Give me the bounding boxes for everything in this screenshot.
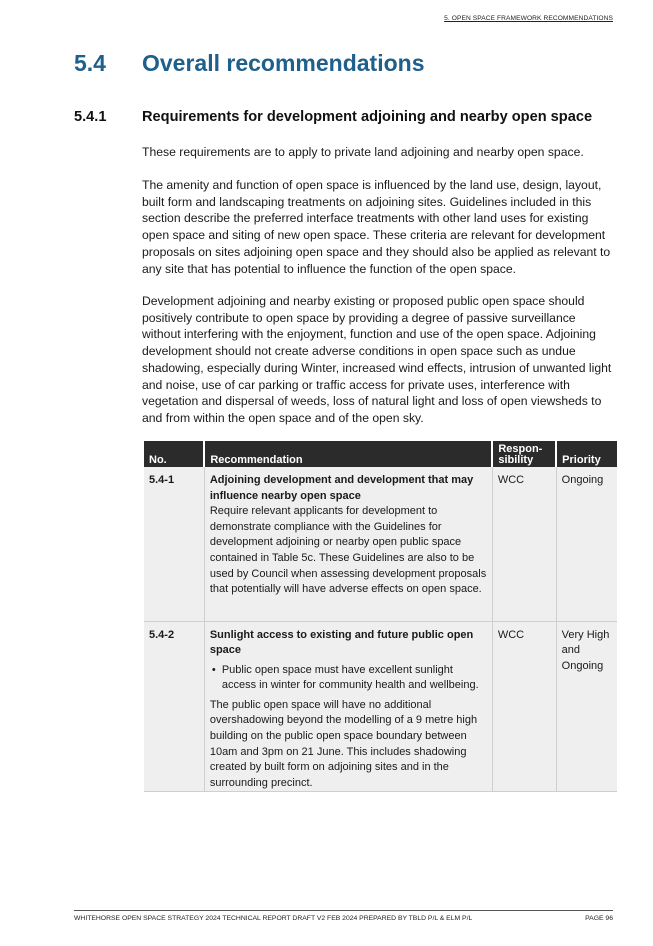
bullet-item: [210, 663, 487, 694]
paragraph: Development adjoining and nearby existing or proposed public open space should positively contribute to open space by providing a degree of passive surveillance without interfering with the enjoyment, function and use of the open space. Adjoining development should not create adverse conditions in open space such as undue shadowing, especially during Winter, increased wind effects, intrusion of unwanted light and noise, use of car parking or traffic access for private uses, interference with vegetation and dispersal of weeds, loss of natural light and loss of open viewsheds to and from within the open space and of the open sky.: [142, 294, 612, 425]
row-responsibility: WCC: [492, 621, 556, 792]
paragraph: These requirements are to apply to private land adjoining and nearby open space.: [142, 145, 584, 159]
header-responsibility-line-1: Respon-: [498, 443, 543, 455]
subsection-number: 5.4.1: [74, 109, 107, 125]
row-recommendation: [204, 621, 492, 792]
row-number: 5.4-1: [144, 467, 204, 621]
running-head: 5. OPEN SPACE FRAMEWORK RECOMMENDATIONS: [444, 15, 613, 22]
header-responsibility-line-2: sibility: [498, 454, 534, 466]
table-header-row: [144, 441, 617, 467]
header-responsibility: [492, 441, 556, 467]
bullet-text: Public open space must have excellent sunlight access in winter for community health and wellbeing.: [221, 663, 479, 692]
table-row: [144, 621, 617, 792]
subsection-title: Requirements for development adjoining and nearby open space: [142, 109, 593, 125]
row-recommendation: [204, 467, 492, 621]
section-title: Overall recommendations: [142, 50, 425, 76]
recommendation-body: Require relevant applicants for development to demonstrate compliance with the Guidelines for development adjoining or nearby open public space contained in Table 5c. These Guidelines are also to be used by Council when assessing development proposals that potentially will have adverse effects on open space.: [209, 505, 487, 596]
row-responsibility: WCC: [492, 467, 556, 621]
header-recommendation: Recommendation: [204, 441, 492, 467]
recommendation-title: Adjoining development and development that may influence nearby open space: [209, 474, 474, 502]
row-priority: Very High and Ongoing: [556, 621, 617, 792]
bullet-icon: •: [211, 663, 216, 676]
recommendation-title: Sunlight access to existing and future public open space: [209, 628, 474, 657]
recommendations-table: [144, 441, 617, 792]
row-number: 5.4-2: [144, 621, 204, 792]
row-priority: Ongoing: [556, 467, 617, 621]
header-priority: Priority: [556, 441, 617, 467]
recommendation-body: The public open space will have no additional overshadowing beyond the modelling of a 9 metre high building on the public open space boundary between 10am and 3pm on 21 June. This includes shadowing created by built form on adjoining sites and in the surrounding precinct.: [209, 698, 478, 789]
footer-document-info: WHITEHORSE OPEN SPACE STRATEGY 2024 TECHNICAL REPORT DRAFT V2 FEB 2024 PREPARED BY TBLD P/L & ELM P/L: [74, 915, 473, 922]
paragraph: The amenity and function of open space is influenced by the land use, design, layout, built form and landscaping treatments on adjoining sites. Guidelines included in this section describe the preferred interface treatments with other land uses for existing open space and siting of new open space. These criteria are relevant for development proposals on sites adjoining open space and they should also be applied as relevant to any site that has potential to influence the function of the open space.: [142, 178, 611, 276]
header-no: No.: [144, 441, 204, 467]
table-row: [144, 467, 617, 621]
section-number: 5.4: [74, 50, 106, 76]
footer-divider: [74, 910, 613, 911]
page-number: PAGE 96: [585, 915, 613, 922]
